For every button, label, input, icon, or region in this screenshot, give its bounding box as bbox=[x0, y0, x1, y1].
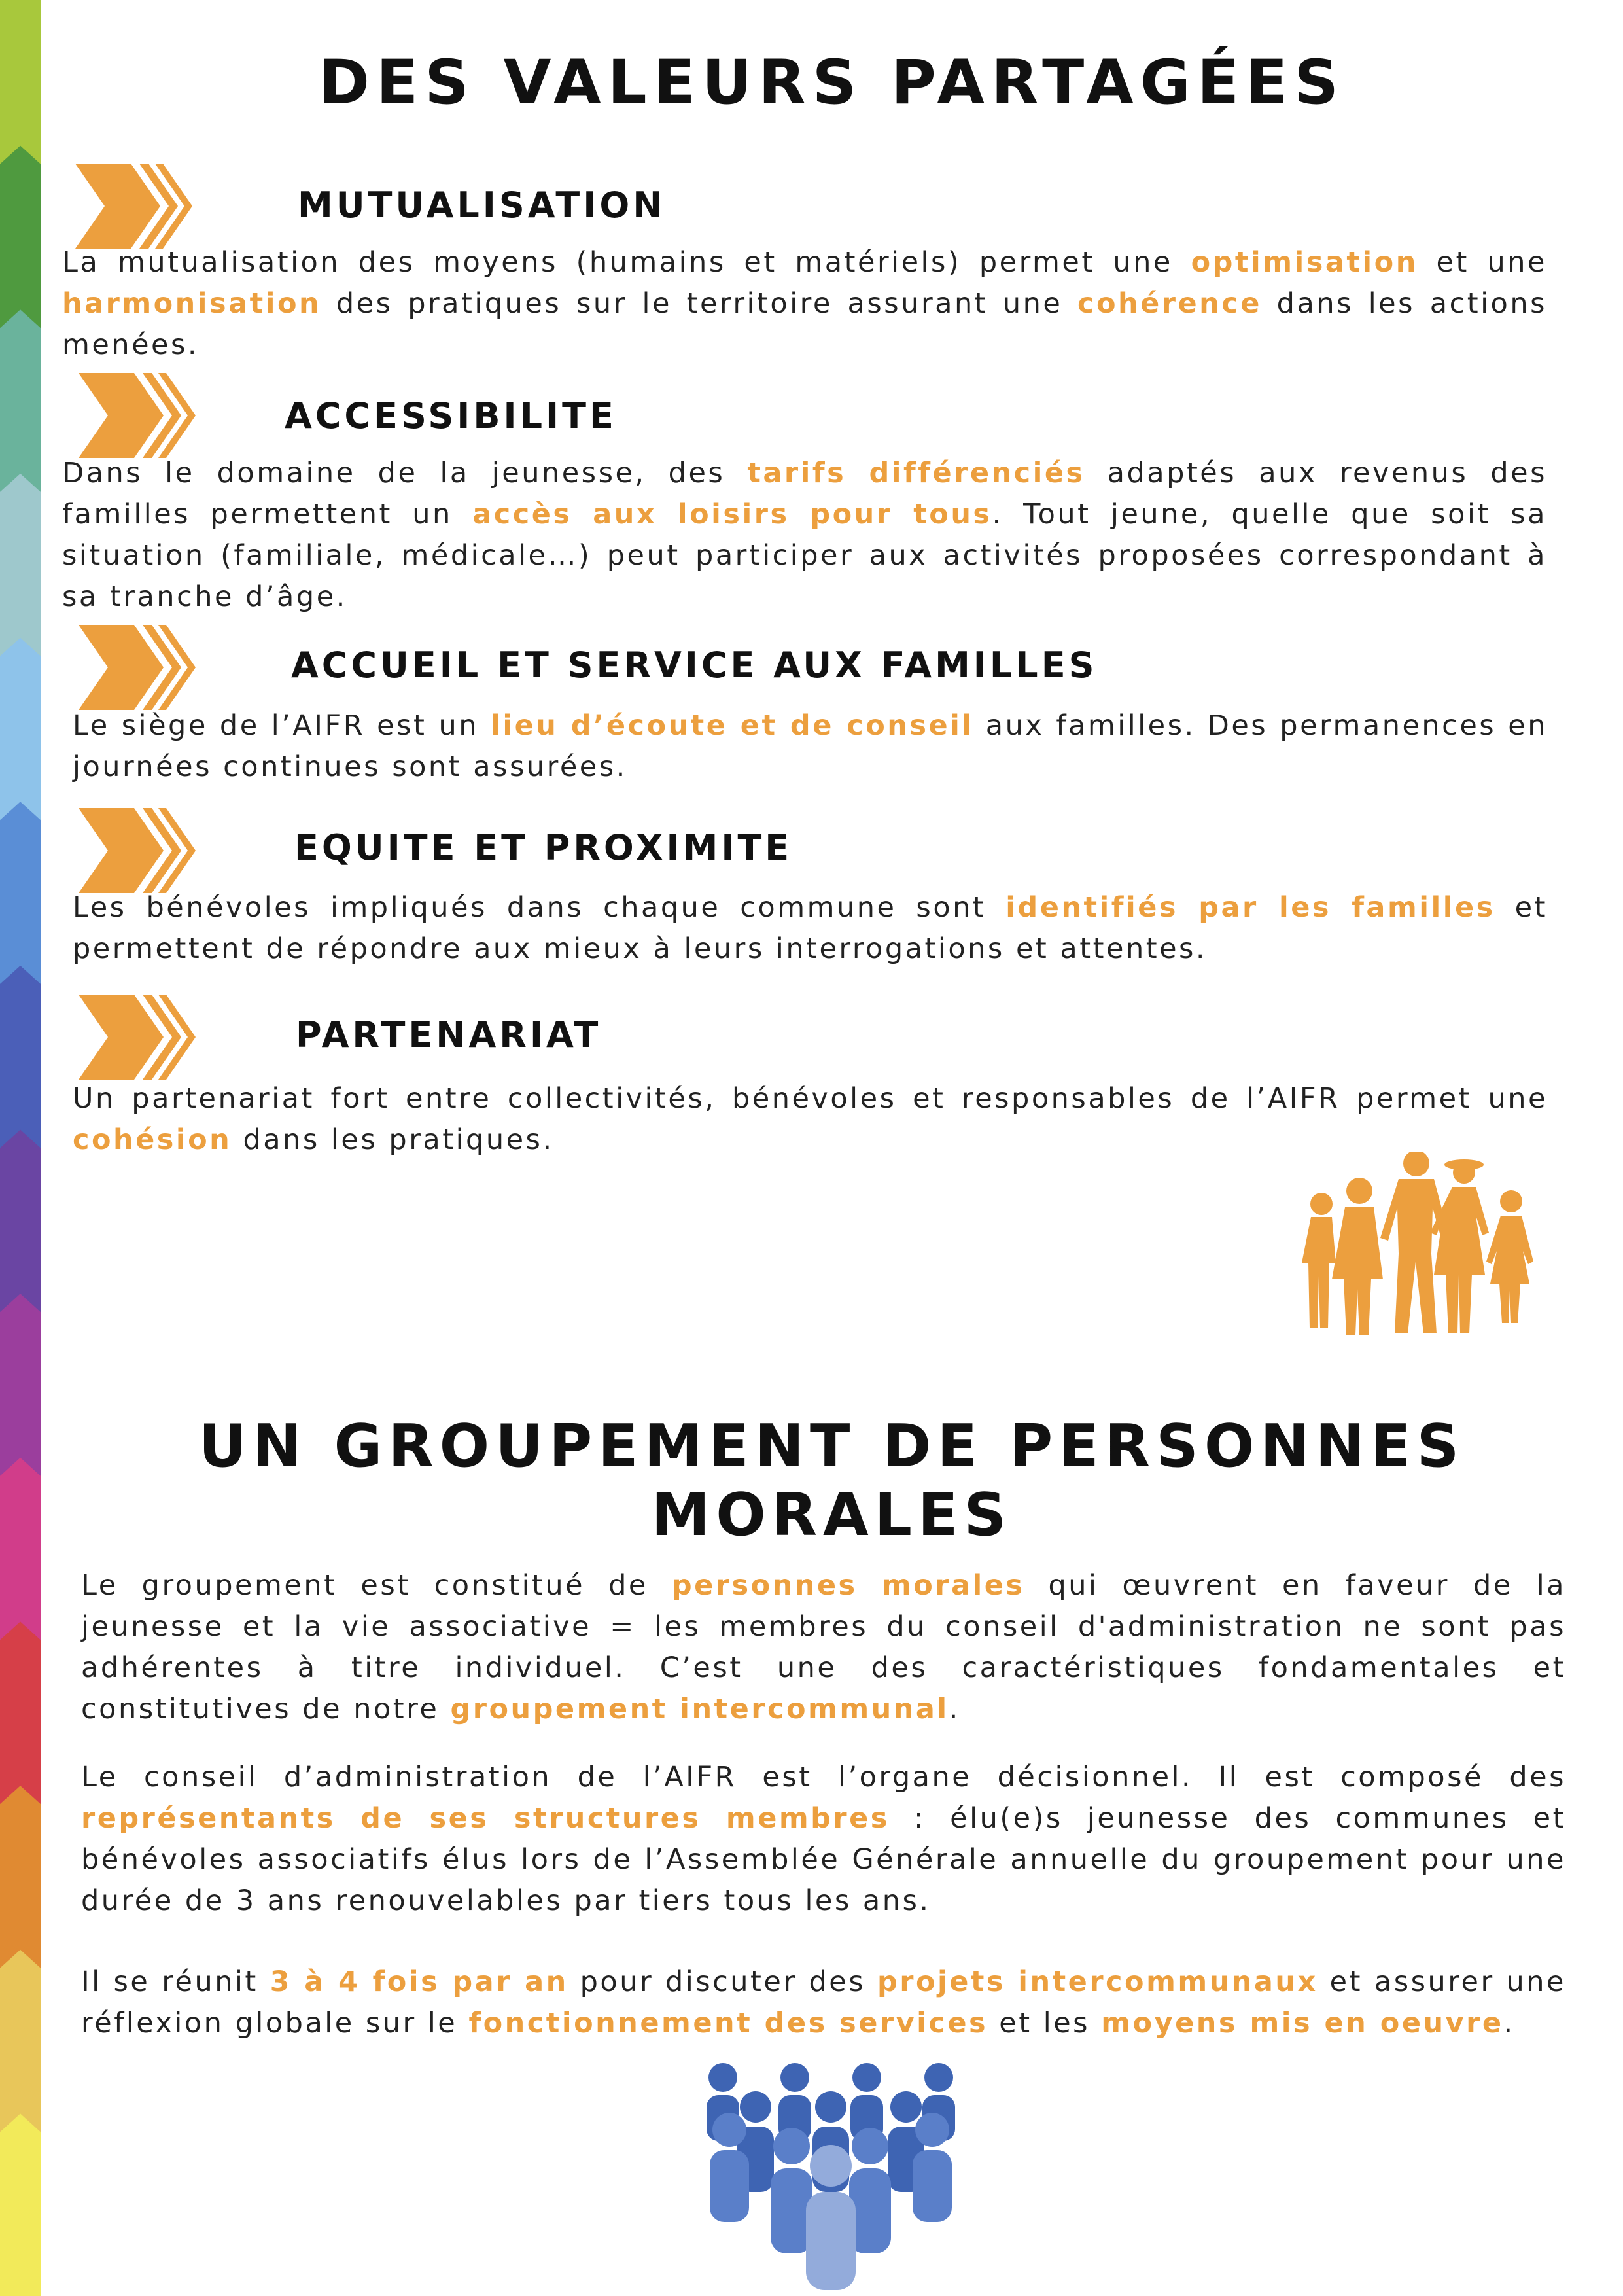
sidebar-color-band bbox=[0, 966, 41, 1149]
sidebar-color-band bbox=[0, 1786, 41, 1969]
chevron-arrow-icon bbox=[75, 164, 193, 249]
sidebar-color-band bbox=[0, 2113, 41, 2296]
sidebar-color-band bbox=[0, 638, 41, 821]
item-text-accueil: Le siège de l’AIFR est un lieu d’écoute et de conseil aux familles. Des permanences en journées continues sont assurées. bbox=[73, 709, 1548, 783]
chevron-arrow-icon bbox=[79, 625, 196, 710]
item-text-equite: Les bénévoles impliqués dans chaque commune sont identifiés par les familles et permettent de répondre aux mieux à leurs interrogations et attentes. bbox=[73, 891, 1548, 965]
section2-paragraph-2: Le conseil d’administration de l’AIFR est l’organe décisionnel. Il est composé des représentants de ses structures membres : élu(e)s jeunesse des communes et bénévoles associatifs élus lors de l’Assemblée Générale annuelle du groupement pour une durée de 3 ans renouvelables par tiers tous les ans. bbox=[81, 1761, 1566, 1917]
family-silhouette-icon bbox=[1302, 1152, 1544, 1335]
section2-title: UN GROUPEMENT DE PERSONNES MORALES bbox=[198, 1412, 1465, 1549]
people-group-icon bbox=[700, 2055, 962, 2296]
item-title-accessibilite: ACCESSIBILITE bbox=[285, 395, 617, 436]
item-title-accueil: ACCUEIL ET SERVICE AUX FAMILLES bbox=[291, 645, 1098, 686]
chevron-arrow-icon bbox=[79, 373, 196, 458]
item-text-partenariat: Un partenariat fort entre collectivités, bénévoles et responsables de l’AIFR permet une cohésion dans les pratiques. bbox=[73, 1082, 1548, 1156]
sidebar-color-band bbox=[0, 1294, 41, 1477]
sidebar-color-band bbox=[0, 309, 41, 493]
item-text-accessibilite: Dans le domaine de la jeunesse, des tarifs différenciés adaptés aux revenus des familles permettent un accès aux loisirs pour tous. Tout jeune, quelle que soit sa situation (familiale, médicale…) peut participer aux activités proposées correspondant à sa tranche d’âge. bbox=[62, 457, 1548, 613]
chevron-arrow-icon bbox=[79, 995, 196, 1080]
sidebar-color-band bbox=[0, 146, 41, 329]
item-text-mutualisation: La mutualisation des moyens (humains et matériels) permet une optimisation et une harmonisation des pratiques sur le territoire assurant une cohérence dans les actions menées. bbox=[62, 246, 1547, 361]
section2-paragraph-1: Le groupement est constitué de personnes morales qui œuvrent en faveur de la jeunesse et la vie associative = les membres du conseil d'administration ne sont pas adhérentes à titre individuel. C’est une des caractéristiques fondamentales et constitutives de notre groupement intercommunal. bbox=[81, 1569, 1567, 1725]
item-title-equite: EQUITE ET PROXIMITE bbox=[294, 827, 793, 868]
sidebar-color-band bbox=[0, 802, 41, 985]
chevron-arrow-icon bbox=[79, 808, 196, 893]
sidebar-color-band bbox=[0, 1458, 41, 1641]
sidebar-color-band bbox=[0, 1130, 41, 1313]
sidebar-color-band bbox=[0, 1621, 41, 1805]
item-title-partenariat: PARTENARIAT bbox=[296, 1014, 602, 1055]
sidebar-color-band bbox=[0, 1950, 41, 2133]
section2-paragraph-3: Il se réunit 3 à 4 fois par an pour discuter des projets intercommunaux et assurer une réflexion globale sur le fonctionnement des services et les moyens mis en oeuvre. bbox=[81, 1966, 1566, 2040]
rainbow-sidebar bbox=[0, 0, 41, 2296]
section1-title: DES VALEURS PARTAGÉES bbox=[318, 47, 1346, 118]
sidebar-color-band bbox=[0, 0, 41, 165]
item-title-mutualisation: MUTUALISATION bbox=[298, 185, 666, 226]
sidebar-color-band bbox=[0, 474, 41, 657]
